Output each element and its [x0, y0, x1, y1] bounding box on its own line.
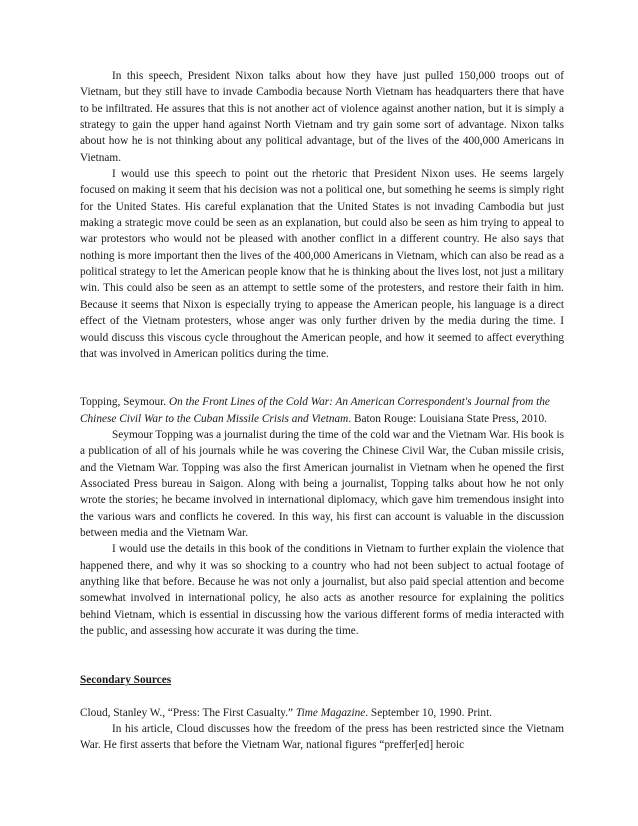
- cloud-citation-author: Cloud, Stanley W., “Press: The First Casualty.”: [80, 706, 294, 719]
- cloud-citation: [80, 705, 564, 721]
- cloud-citation-title: Time Magazine: [295, 706, 366, 719]
- topping-citation-author: Topping, Seymour.: [80, 396, 167, 409]
- spacer: [80, 639, 564, 672]
- topping-summary-paragraph: Seymour Topping was a journalist during the time of the cold war and the Vietnam War. His book is a publication of all of his journals while he was covering the Chinese Civil War, the Cuban missile crisis, and the Vietnam War. Topping was also the first American journalist in Vietnam when he opened the first Associated Press bureau in Saigon. Along with being a journalist, Topping talks about how he not only wrote the stories; he became involved in international diplomacy, which gave him tremendous insight into the various wars and conflicts he covered. In this way, his first can account is valuable in the discussion between media and the Vietnam War.: [80, 428, 564, 539]
- topping-citation-title: On the Front Lines of the Cold War: An American Correspondent's Journal from the Chinese Civil War to the Cuban Missile Crisis and Vietnam: [80, 396, 550, 425]
- nixon-summary-paragraph: In this speech, President Nixon talks about how they have just pulled 150,000 troops out of Vietnam, but they still have to invade Cambodia because North Vietnam has headquarters there that have to be infiltrated. He assures that this is not another act of violence against another nation, but it is simply a strategy to gain the upper hand against North Vietnam and try gain some sort of advantage. Nixon talks about how he is not thinking about any political advantage, but of the lives of the 400,000 Americans in Vietnam.: [80, 70, 564, 164]
- document-page: [80, 68, 564, 754]
- spacer: [80, 689, 564, 705]
- topping-citation-publisher: . Baton Rouge: Louisiana State Press, 2010.: [348, 412, 547, 425]
- cloud-citation-rest: . September 10, 1990. Print.: [365, 706, 493, 719]
- secondary-sources-heading: Secondary Sources: [80, 674, 172, 687]
- nixon-usage-paragraph: I would use this speech to point out the rhetoric that President Nixon uses. He seems largely focused on making it seem that his decision was not a political one, but something he seems is simply right for the United States. His careful explanation that the United States is not invading Cambodia but just making a strategic move could be seen as an explanation, but could also be seen as him trying to appeal to war protestors who would not be pleased with another conflict in a different country. He also says that nothing is more important then the lives of the 400,000 Americans in Vietnam, which can also be read as a political strategy to let the American people know that he is thinking about the lives lost, not just a military win. This could also be seen as an attempt to settle some of the protesters, and restore their faith in him. Because it seems that Nixon is especially trying to appease the American people, his language is a direct effect of the Vietnam protesters, whose anger was only further driven by the media during the time. I would discuss this viscous cycle throughout the American people, and how it seemed to affect everything that was involved in American politics during the time.: [80, 168, 564, 360]
- topping-usage-paragraph: I would use the details in this book of the conditions in Vietnam to further explain the violence that happened there, and why it was so shocking to a country who had not been subject to actual footage of anything like that before. Because he was not only a journalist, but also paid special attention and become somewhat involved in international policy, he also acts as another resource for explaining the politics behind Vietnam, which is essential in discussing how the various different forms of media interacted with the public, and assessing how accurate it was during the time.: [80, 543, 564, 637]
- spacer: [80, 362, 564, 394]
- cloud-summary-paragraph: In his article, Cloud discusses how the freedom of the press has been restricted since the Vietnam War. He first asserts that before the Vietnam War, national figures “preffer[ed] heroic: [80, 723, 564, 752]
- topping-citation: [80, 394, 564, 427]
